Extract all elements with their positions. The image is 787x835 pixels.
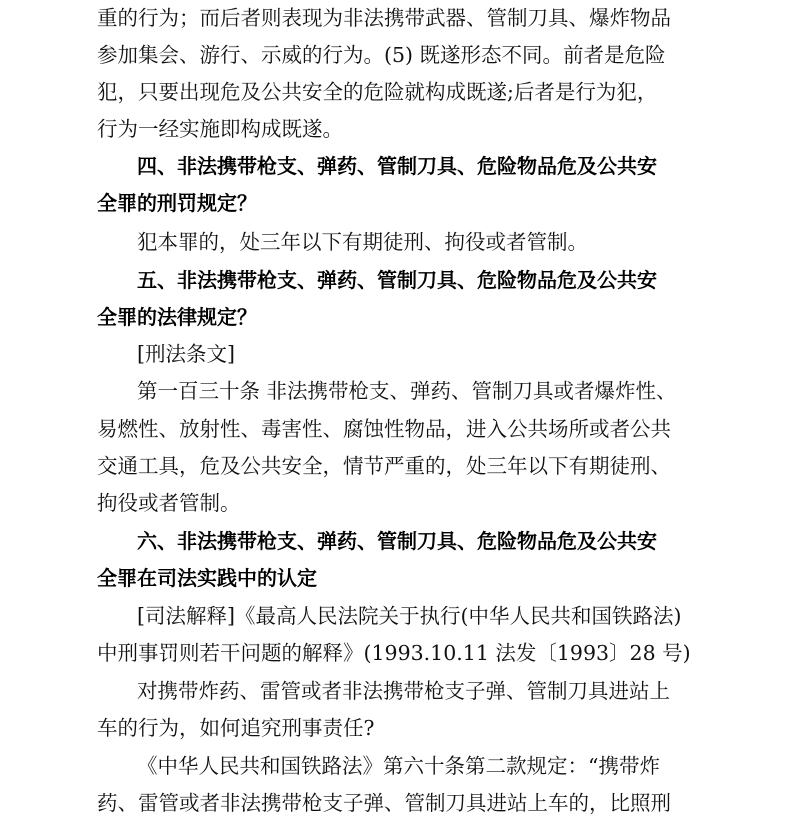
- paragraph-line: 药、雷管或者非法携带枪支子弹、管制刀具进站上车的，比照刑: [97, 791, 671, 815]
- paragraph-line: 拘役或者管制。: [97, 491, 241, 515]
- paragraph-line: 行为一经实施即构成既遂。: [97, 117, 343, 141]
- paragraph-line: 交通工具，危及公共安全，情节严重的，处三年以下有期徒刑、: [97, 454, 671, 478]
- section-heading-4: 四、非法携带枪支、弹药、管制刀具、危险物品危及公共安: [137, 154, 657, 178]
- section-heading-6: 六、非法携带枪支、弹药、管制刀具、危险物品危及公共安: [137, 529, 657, 553]
- paragraph-line: 第一百三十条 非法携带枪支、弹药、管制刀具或者爆炸性、: [137, 379, 677, 403]
- section-heading-6-cont: 全罪在司法实践中的认定: [97, 566, 317, 590]
- section-heading-5-cont: 全罪的法律规定？: [97, 305, 257, 329]
- paragraph-line: 犯本罪的，处三年以下有期徒刑、拘役或者管制。: [137, 230, 588, 254]
- section-heading-4-cont: 全罪的刑罚规定？: [97, 191, 257, 215]
- statute-label: [刑法条文]: [137, 342, 235, 366]
- interpretation-label: [司法解释]《最高人民法院关于执行(中华人民共和国铁路法): [137, 604, 682, 628]
- paragraph-line: 参加集会、游行、示威的行为。(5) 既遂形态不同。前者是危险: [97, 43, 666, 67]
- paragraph-line: 中刑事罚则若干问题的解释》(1993.10.11 法发〔1993〕28 号): [97, 641, 691, 665]
- paragraph-line: 对携带炸药、雷管或者非法携带枪支子弹、管制刀具进站上: [137, 679, 670, 703]
- paragraph-line: 犯，只要出现危及公共安全的危险就构成既遂;后者是行为犯，: [97, 80, 658, 104]
- paragraph-line: 重的行为；而后者则表现为非法携带武器、管制刀具、爆炸物品: [97, 6, 671, 30]
- paragraph-line: 易燃性、放射性、毒害性、腐蚀性物品，进入公共场所或者公共: [97, 417, 671, 441]
- section-heading-5: 五、非法携带枪支、弹药、管制刀具、危险物品危及公共安: [137, 268, 657, 292]
- paragraph-line: 车的行为，如何追究刑事责任?: [97, 716, 375, 740]
- paragraph-line: 《中华人民共和国铁路法》第六十条第二款规定：“携带炸: [137, 754, 660, 778]
